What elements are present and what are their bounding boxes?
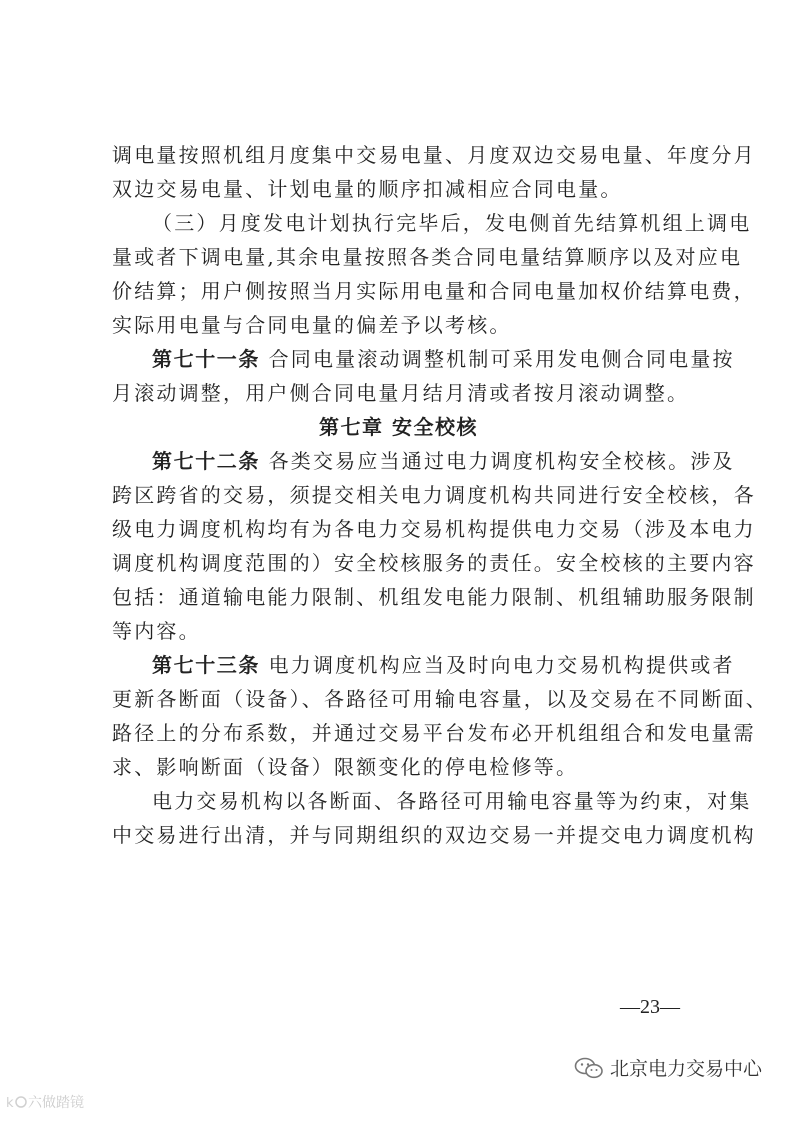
text-line: 双边交易电量、计划电量的顺序扣减相应合同电量。 [112, 177, 623, 201]
paragraph [112, 138, 756, 206]
paragraph [112, 784, 756, 852]
text-line: 等内容。 [112, 619, 201, 643]
text-line [112, 444, 735, 478]
article-text: 电力调度机构应当及时向电力交易机构提供或者 [268, 653, 735, 677]
article-number: 第七十二条 [152, 449, 260, 473]
article-number: 第七十一条 [152, 347, 260, 371]
watermark-footer [6, 1092, 84, 1112]
text-line: 电力交易机构以各断面、各路径可用输电容量等为约束，对集 [152, 789, 752, 813]
page-number: —23— [620, 996, 680, 1018]
article-number: 第七十三条 [152, 653, 260, 677]
watermark-text: 六做踏镜 [28, 1095, 84, 1111]
text-line: 级电力调度机构均有为各电力交易机构提供电力交易（涉及本电力 [112, 517, 756, 541]
text-line [112, 342, 735, 376]
text-line: 量或者下调电量,其余电量按照各类合同电量结算顺序以及对应电 [112, 245, 743, 269]
text-line: 更新各断面（设备）、各路径可用输电容量，以及交易在不同断面、 [112, 687, 768, 711]
svg-text:k: k [6, 1096, 14, 1110]
text-line: 包括：通道输电能力限制、机组发电能力限制、机组辅助服务限制 [112, 585, 756, 609]
article-text: 合同电量滚动调整机制可采用发电侧合同电量按 [268, 347, 735, 371]
watermark-logo-icon [6, 1094, 28, 1110]
text-line: 调度机构调度范围的）安全校核服务的责任。安全校核的主要内容 [112, 551, 756, 575]
text-line: 求、影响断面（设备）限额变化的停电检修等。 [112, 755, 579, 779]
text-line: 价结算；用户侧按照当月实际用电量和合同电量加权价结算电费， [112, 279, 756, 303]
brand-name: 北京电力交易中心 [610, 1058, 763, 1080]
text-line: （三）月度发电计划执行完毕后，发电侧首先结算机组上调电 [152, 211, 752, 235]
text-line: 实际用电量与合同电量的偏差予以考核。 [112, 313, 512, 337]
text-line: 跨区跨省的交易，须提交相关电力调度机构共同进行安全校核，各 [112, 483, 756, 507]
article-71 [112, 342, 735, 410]
text-line: 路径上的分布系数，并通过交易平台发布必开机组组合和发电量需 [112, 721, 756, 745]
text-line: 月滚动调整，用户侧合同电量月结月清或者按月滚动调整。 [112, 381, 690, 405]
article-text: 各类交易应当通过电力调度机构安全校核。涉及 [268, 449, 735, 473]
chapter-title: 第七章 安全校核 [319, 415, 478, 439]
brand-footer [574, 1054, 762, 1081]
document-body [112, 138, 768, 852]
text-line [112, 648, 735, 682]
article-73 [112, 648, 768, 784]
text-line: 调电量按照机组月度集中交易电量、月度双边交易电量、年度分月 [112, 143, 756, 167]
paragraph [112, 206, 756, 342]
text-line: 中交易进行出清，并与同期组织的双边交易一并提交电力调度机构 [112, 823, 756, 847]
article-72 [112, 444, 756, 648]
wechat-icon [574, 1056, 604, 1080]
